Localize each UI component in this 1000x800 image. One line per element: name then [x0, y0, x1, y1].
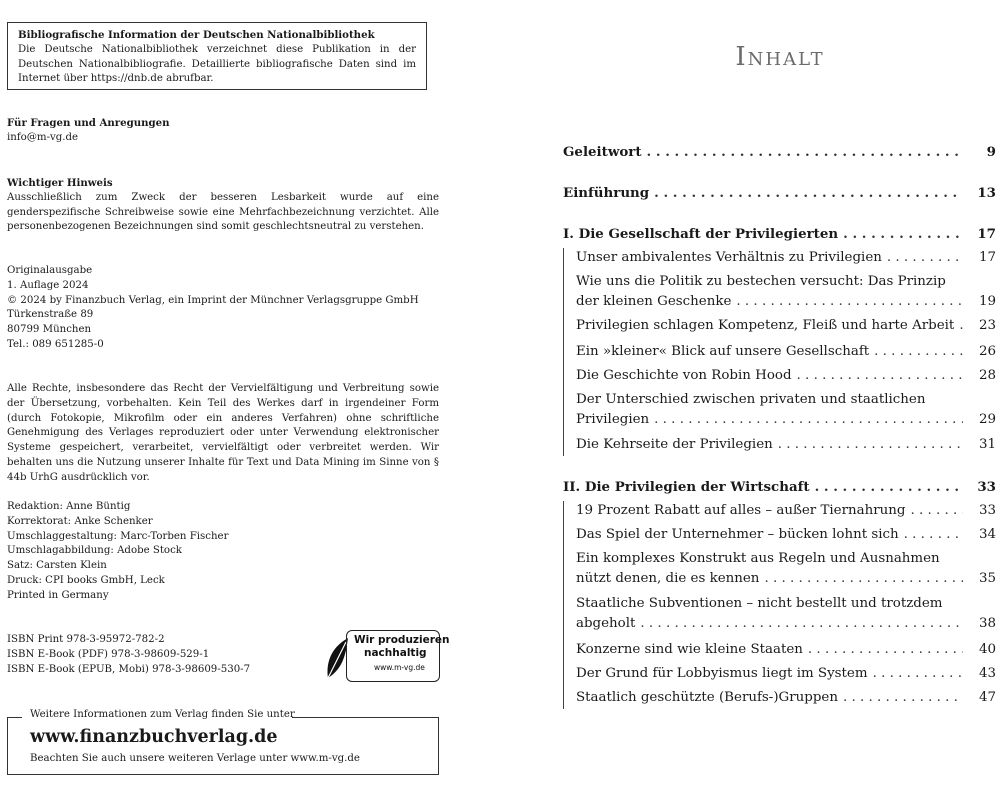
section-bar — [563, 501, 564, 709]
toc-entry-page: 38 — [978, 616, 996, 631]
credit-line: Umschlaggestaltung: Marc-Torben Fischer — [7, 530, 229, 542]
sustainability-line1: Wir produzieren — [354, 634, 450, 646]
toc-entry-page: 17 — [978, 250, 996, 265]
toc-entry-title: Staatliche Subventionen – nicht bestellt und trotzdem — [576, 596, 943, 611]
credit-line: Redaktion: Anne Büntig — [7, 501, 131, 512]
toc-entry — [576, 366, 996, 386]
toc-entry-title: Der Unterschied zwischen privaten und staatlichen — [576, 392, 926, 407]
bibliographic-text: Die Deutsche Nationalbibliothek verzeichnet diese Publikation in der Deutschen Nationalbibliografie. Detaillierte bibliografische Daten sind im Internet über https://dnb.de abrufbar. — [18, 43, 416, 85]
toc-entry-title: Das Spiel der Unternehmer – bücken lohnt sich — [576, 527, 899, 542]
edition-line: Tel.: 089 651285-0 — [7, 338, 104, 350]
toc-entry-page: 35 — [978, 571, 996, 586]
publisher-website: www.finanzbuchverlag.de — [30, 727, 278, 747]
toc-entry-page: 13 — [977, 185, 996, 201]
sustainability-line2: nachhaltig — [364, 647, 427, 659]
toc-entry — [576, 549, 996, 589]
toc-entry-title: Geleitwort — [563, 144, 642, 160]
toc-entry-title-cont: der kleinen Geschenke — [576, 294, 732, 309]
toc-entry-page: 33 — [978, 503, 996, 518]
toc-entry-title: Staatlich geschützte (Berufs-)Gruppen — [576, 690, 838, 705]
toc-entry-title: 19 Prozent Rabatt auf alles – außer Tiernahrung — [576, 503, 906, 518]
bibliographic-heading: Bibliografische Information der Deutschen Nationalbibliothek — [18, 29, 375, 41]
toc-entry-page: 19 — [978, 294, 996, 309]
edition-line: Originalausgabe — [7, 265, 93, 276]
toc-entry — [576, 594, 996, 634]
sustainability-url: www.m-vg.de — [374, 663, 425, 672]
toc-entry-page: 29 — [978, 412, 996, 427]
rights-text: Alle Rechte, insbesondere das Recht der Vervielfältigung und Verbreitung sowie der Übersetzung, vorbehalten. Kein Teil des Werkes darf in irgendeiner Form (durch Fotokopie, Mikrofilm oder ein anderes Verfahren) ohne schriftliche Genehmigung des Verlages reproduziert oder unter Verwendung elektronischer Systeme gespeichert, verarbeitet, vervielfältigt oder verbreitet werden. Wir behalten uns die Nutzung unserer Inhalte für Text und Data Mining im Sinne von § 44b UrhG ausdrücklich vor. — [7, 383, 439, 483]
edition-section — [7, 264, 439, 353]
toc-entry-title: Ein »kleiner« Blick auf unsere Gesellschaft — [576, 344, 870, 359]
credit-line: Printed in Germany — [7, 589, 109, 601]
toc-entry-page: 31 — [978, 437, 996, 452]
isbn-line: ISBN Print 978-3-95972-782-2 — [7, 634, 165, 645]
toc-entry — [576, 525, 996, 545]
credits-section — [7, 500, 439, 604]
toc-entry-page: 9 — [986, 144, 996, 160]
toc-entry-title-cont: abgeholt — [576, 616, 636, 631]
toc-entry-page: 43 — [978, 666, 996, 681]
isbn-line: ISBN E-Book (PDF) 978-3-98609-529-1 — [7, 648, 210, 660]
toc-entry-page: 23 — [978, 318, 996, 333]
notice-section — [7, 176, 439, 235]
toc-entry-title: Privilegien schlagen Kompetenz, Fleiß und harte Arbeit — [576, 318, 955, 333]
toc-entry — [576, 664, 996, 684]
sustainability-logo — [324, 630, 450, 682]
contact-heading: Für Fragen und Anregungen — [7, 117, 170, 129]
toc-entry-title: Konzerne sind wie kleine Staaten — [576, 642, 803, 657]
toc-entry — [563, 142, 996, 162]
toc-entry — [563, 183, 996, 203]
toc-entry — [563, 477, 996, 497]
contact-section — [7, 116, 439, 146]
toc-entry-title-cont: Privilegien — [576, 412, 650, 427]
credit-line: Druck: CPI books GmbH, Leck — [7, 574, 165, 586]
toc-entry-title: Die Kehrseite der Privilegien — [576, 437, 773, 452]
toc-entry-title: Der Grund für Lobbyismus liegt im System — [576, 666, 868, 681]
toc-entry — [576, 272, 996, 312]
toc-entry — [563, 224, 996, 244]
box-rule — [292, 717, 438, 718]
toc-entry — [576, 248, 996, 268]
toc-entry-page: 33 — [977, 479, 996, 495]
publisher-caption: Weitere Informationen zum Verlag finden Sie unter — [30, 709, 295, 720]
toc-entry-title: Ein komplexes Konstrukt aus Regeln und Ausnahmen — [576, 551, 940, 566]
toc-entry — [576, 435, 996, 455]
toc-entry-title: Einführung — [563, 185, 650, 201]
toc-entry-title: Die Geschichte von Robin Hood — [576, 368, 792, 383]
toc-entry — [576, 640, 996, 660]
edition-line: Türkenstraße 89 — [7, 309, 94, 321]
toc-entry — [576, 501, 996, 521]
toc-entry-page: 40 — [978, 642, 996, 657]
toc-entry-title-cont: nützt denen, die es kennen — [576, 571, 760, 586]
credit-line: Korrektorat: Anke Schenker — [7, 515, 153, 527]
notice-heading: Wichtiger Hinweis — [7, 177, 113, 189]
toc-entry — [576, 342, 996, 362]
toc-entry — [576, 688, 996, 708]
section-bar — [563, 248, 564, 456]
isbn-line: ISBN E-Book (EPUB, Mobi) 978-3-98609-530-7 — [7, 663, 251, 675]
toc-entry — [576, 316, 996, 336]
contact-email: info@m-vg.de — [7, 131, 79, 143]
box-rule — [8, 717, 22, 718]
page-title: Inhalt — [735, 42, 825, 72]
publisher-info-box — [7, 709, 439, 775]
publisher-note: Beachten Sie auch unsere weiteren Verlage unter www.m-vg.de — [30, 753, 360, 764]
edition-line: 1. Auflage 2024 — [7, 279, 89, 291]
credit-line: Umschlagabbildung: Adobe Stock — [7, 545, 182, 557]
toc-entry — [576, 390, 996, 430]
edition-line: 80799 München — [7, 324, 92, 336]
toc-entry-page: 47 — [978, 690, 996, 705]
notice-text: Ausschließlich zum Zweck der besseren Lesbarkeit wurde auf eine genderspezifische Schreibweise sowie eine Mehrfachbezeichnung verzichtet. Alle personenbezogenen Bezeichnungen sind somit geschlechtsneutral zu verstehen. — [7, 191, 439, 233]
toc-entry-page: 34 — [978, 527, 996, 542]
edition-line: © 2024 by Finanzbuch Verlag, ein Imprint der Münchner Verlagsgruppe GmbH — [7, 294, 419, 306]
bibliographic-info-box — [7, 22, 427, 90]
toc-entry-title: II. Die Privilegien der Wirtschaft — [563, 479, 810, 495]
toc-entry-title: Unser ambivalentes Verhältnis zu Privilegien — [576, 250, 882, 265]
toc-entry-page: 17 — [977, 226, 996, 242]
toc-entry-page: 28 — [978, 368, 996, 383]
toc-entry-title: Wie uns die Politik zu bestechen versucht: Das Prinzip — [576, 274, 946, 289]
credit-line: Satz: Carsten Klein — [7, 560, 107, 572]
toc-entry-title: I. Die Gesellschaft der Privilegierten — [563, 226, 839, 242]
toc-entry-page: 26 — [978, 344, 996, 359]
